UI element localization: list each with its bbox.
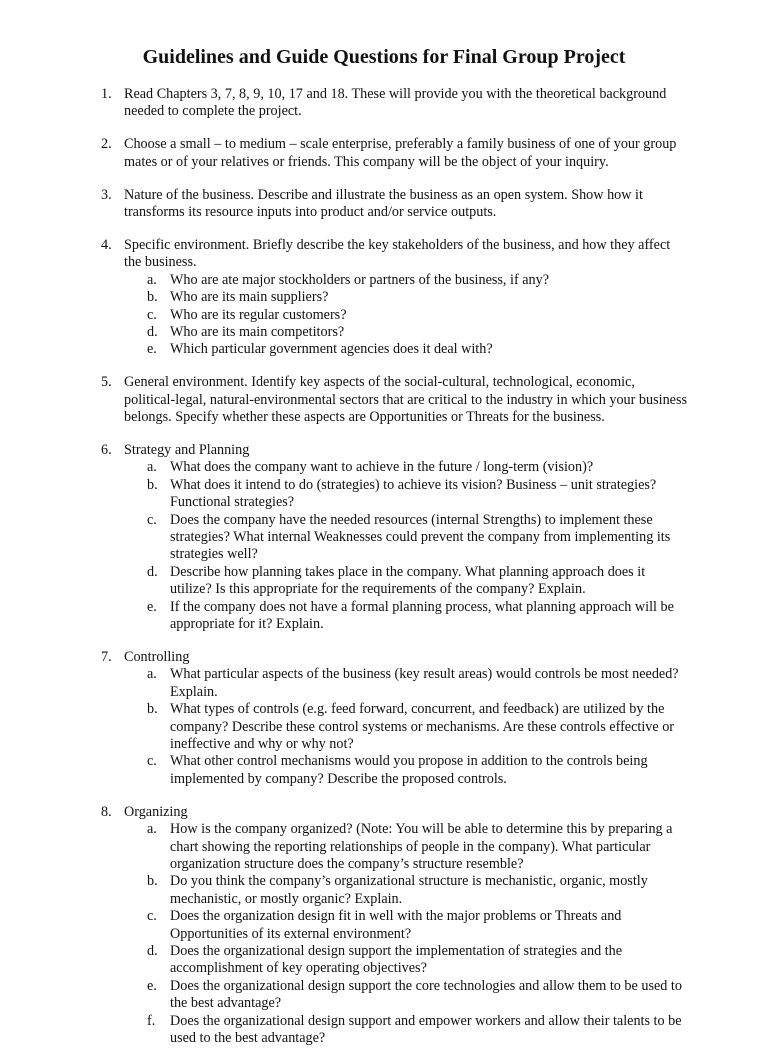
sub-question-letter: b. <box>147 289 158 306</box>
sub-question-text: What other control mechanisms would you propose in addition to the controls being implemented by company? Describe the proposed controls. <box>170 753 648 787</box>
sub-question-text: Does the company have the needed resources (internal Strengths) to implement these strategies? What internal Weaknesses could prevent the company from implementing its strategies well? <box>170 511 671 563</box>
guideline-item <box>0 237 768 359</box>
sub-question <box>124 943 688 978</box>
sub-question-letter: f. <box>147 1012 156 1029</box>
sub-question-letter: a. <box>147 459 157 476</box>
guideline-item <box>0 442 768 633</box>
item-number: 3. <box>101 186 112 203</box>
sub-question <box>124 324 688 341</box>
sub-question <box>124 753 688 788</box>
sub-question <box>124 1013 688 1048</box>
sub-question-text: What particular aspects of the business (key result areas) would controls be most needed? Explain. <box>170 666 679 700</box>
sub-question-text: Who are ate major stockholders or partners of the business, if any? <box>170 271 549 288</box>
guideline-item <box>0 187 768 222</box>
item-text: Organizing <box>124 803 188 820</box>
sub-question-letter: d. <box>147 323 158 340</box>
sub-question-text: What types of controls (e.g. feed forward, concurrent, and feedback) are utilized by the company? Describe these control systems or mechanisms. Are these controls effective or ineffective and why or why not? <box>170 701 675 752</box>
sub-question <box>124 512 688 564</box>
sub-question-list <box>124 666 688 788</box>
item-number: 5. <box>101 374 112 391</box>
sub-question-text: Who are its main competitors? <box>170 323 345 340</box>
sub-question <box>124 289 688 306</box>
item-number: 1. <box>101 86 112 102</box>
guideline-item <box>0 649 768 788</box>
guideline-list <box>0 86 768 1063</box>
sub-question <box>124 459 688 476</box>
page-title: Guidelines and Guide Questions for Final Group Project <box>142 46 626 68</box>
sub-question-letter: c. <box>147 511 157 528</box>
item-number: 7. <box>101 648 112 665</box>
sub-question-letter: c. <box>147 753 157 770</box>
sub-question-text: Which particular government agencies does it deal with? <box>170 341 493 358</box>
sub-question-text: What does it intend to do (strategies) to achieve its vision? Business – unit strategies? Functional strategies? <box>170 476 657 511</box>
sub-question <box>124 599 688 634</box>
guideline-item <box>0 804 768 1048</box>
sub-question-letter: d. <box>147 563 158 580</box>
sub-question <box>124 873 688 908</box>
sub-question-letter: d. <box>147 942 158 959</box>
sub-question-text: What does the company want to achieve in the future / long-term (vision)? <box>170 459 594 476</box>
sub-question-letter: b. <box>147 476 158 493</box>
sub-question-letter: a. <box>147 666 157 683</box>
sub-question-text: How is the company organized? (Note: You will be able to determine this by preparing a chart showing the reporting relationships of people in the company). What particular organization structure does the company’s structure resemble? <box>170 821 673 872</box>
sub-question-text: Describe how planning takes place in the company. What planning approach does it utilize? Is this appropriate for the requirements of the company? Explain. <box>170 563 646 598</box>
item-text: Controlling <box>124 648 190 665</box>
sub-question-letter: a. <box>147 271 157 288</box>
item-number: 6. <box>101 442 112 458</box>
sub-question-letter: c. <box>147 306 157 323</box>
sub-question <box>124 341 688 358</box>
item-number: 8. <box>101 803 112 820</box>
sub-question-text: Does the organizational design support and empower workers and allow their talents to be used to the best advantage? <box>170 1012 682 1046</box>
item-text: Specific environment. Briefly describe the key stakeholders of the business, and how they affect the business. <box>124 236 671 271</box>
sub-question <box>124 666 688 701</box>
sub-question-letter: b. <box>147 701 158 718</box>
item-text: Nature of the business. Describe and illustrate the business as an open system. Show how it transforms its resource inputs into product and/or service outputs. <box>124 186 643 221</box>
sub-question-letter: e. <box>147 977 157 994</box>
sub-question-list <box>124 821 688 1047</box>
item-number: 2. <box>101 136 112 153</box>
item-text: General environment. Identify key aspects of the social-cultural, technological, economic, political-legal, natural-environmental sectors that are critical to the industry in which your business belongs. Specify whether these aspects are Opportunities or Threats for the business. <box>124 374 687 426</box>
item-number: 4. <box>101 236 112 253</box>
sub-question-letter: e. <box>147 341 157 358</box>
sub-question <box>124 272 688 289</box>
sub-question-text: Who are its main suppliers? <box>170 289 329 306</box>
item-text: Read Chapters 3, 7, 8, 9, 10, 17 and 18. These will provide you with the theoretical background needed to complete the project. <box>124 86 667 120</box>
sub-question-text: Does the organizational design support the core technologies and allow them to be used to the best advantage? <box>170 977 682 1012</box>
sub-question <box>124 564 688 599</box>
guideline-item <box>0 374 768 426</box>
sub-question-list <box>124 272 688 359</box>
item-text: Strategy and Planning <box>124 442 250 458</box>
sub-question-text: Do you think the company’s organizational structure is mechanistic, organic, mostly mechanistic, or mostly organic? Explain. <box>170 873 648 907</box>
sub-question-text: Does the organization design fit in well with the major problems or Threats and Opportunities of its external environment? <box>170 908 622 942</box>
sub-question-letter: e. <box>147 598 157 615</box>
sub-question <box>124 307 688 324</box>
guideline-item <box>0 86 768 121</box>
sub-question <box>124 477 688 512</box>
sub-question <box>124 821 688 873</box>
sub-question-text: Does the organizational design support the implementation of strategies and the accomplishment of key operating objectives? <box>170 942 623 977</box>
sub-question-letter: a. <box>147 821 157 838</box>
sub-question <box>124 908 688 943</box>
sub-question-letter: b. <box>147 873 158 890</box>
guideline-item <box>0 136 768 171</box>
sub-question-text: Who are its regular customers? <box>170 306 347 323</box>
sub-question <box>124 978 688 1013</box>
sub-question-text: If the company does not have a formal planning process, what planning approach will be appropriate for it? Explain. <box>170 598 674 633</box>
sub-question-list <box>124 459 688 633</box>
item-text: Choose a small – to medium – scale enterprise, preferably a family business of one of your group mates or of your relatives or friends. This company will be the object of your inquiry. <box>124 136 677 170</box>
sub-question <box>124 701 688 753</box>
sub-question-letter: c. <box>147 908 157 925</box>
